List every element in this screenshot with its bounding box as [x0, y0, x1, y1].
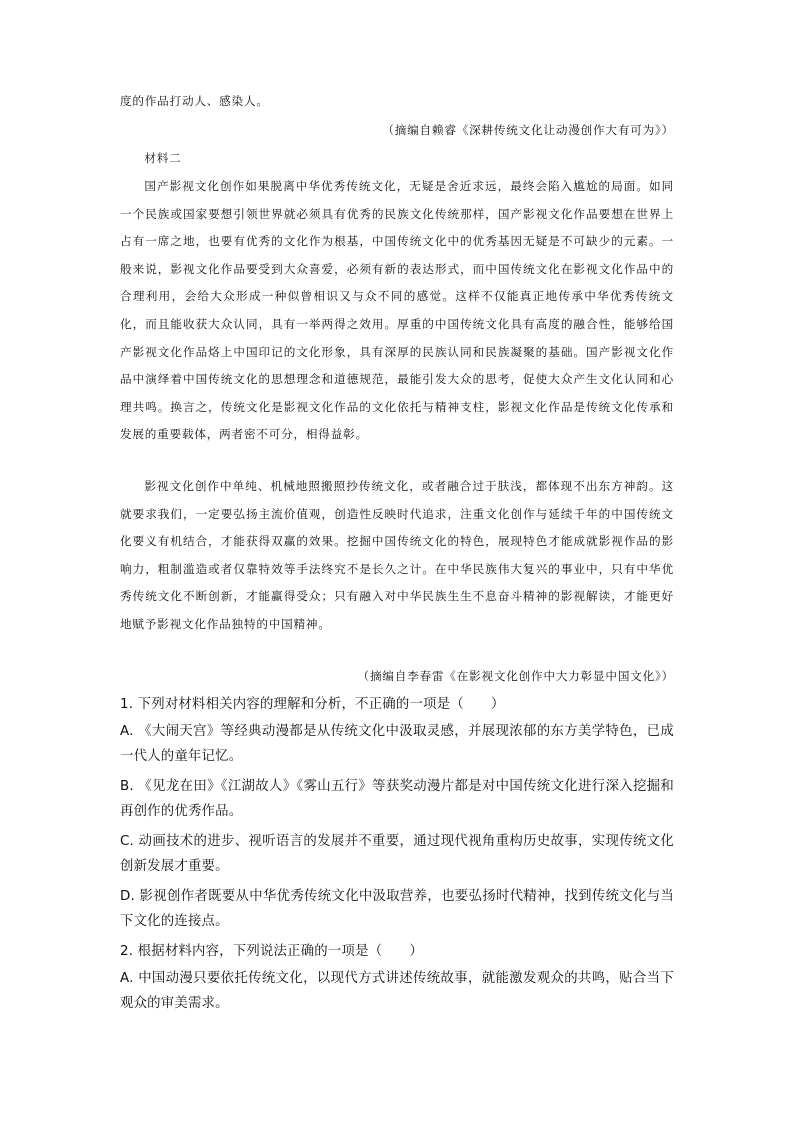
material-one-source: （摘编自赖睿《深耕传统文化让动漫创作大有可为》） [382, 123, 674, 137]
option-a: A. 中国动漫只要依托传统文化，以现代方式讲述传统故事，就能激发观众的共鸣，贴合当下观众的审美需求。 [120, 971, 674, 1011]
material-two-paragraph-2: 影视文化创作中单纯、机械地照搬照抄传统文化，或者融合过于肤浅，都体现不出东方神韵。这就要求我们，一定要弘扬主流价值观，创造性反映时代追求，注重文化创作与延续千年的中国传统文化要义有机结合，才能获得双赢的效果。挖掘中国传统文化的特色，展现特色才能成就影视作品的影响力，粗制滥造或者仅靠特效等手法终究不是长久之计。在中华民族伟大复兴的事业中，只有中华优秀传统文化不断创新，才能赢得受众；只有融入对中华民族生生不息奋斗精神的影视解读，才能更好地赋予影视文化作品独特的中国精神。 [120, 479, 674, 631]
material-one-tail-text: 度的作品打动人、感染人。 [120, 94, 269, 108]
material-two-source: （摘编自李春雷《在影视文化创作中大力彰显中国文化》） [357, 669, 674, 683]
material-two-heading: 材料二 [144, 151, 182, 165]
option-b: B. 《见龙在田》《江湖故人》《雾山五行》等获奖动漫片都是对中国传统文化进行深入挖掘和再创作的优秀作品。 [120, 779, 674, 819]
option-c: C. 动画技术的进步、视听语言的发展并不重要，通过现代视角重构历史故事，实现传统文化创新发展才重要。 [120, 834, 674, 874]
option-a: A. 《大闹天宫》等经典动漫都是从传统文化中汲取灵感，并展现浓郁的东方美学特色，已成一代人的童年记忆。 [120, 724, 674, 764]
material-two-paragraph-1: 国产影视文化创作如果脱离中华优秀传统文化，无疑是舍近求远，最终会陷入尴尬的局面。如同一个民族或国家要想引领世界就必须具有优秀的民族文化传统那样，国产影视文化作品要想在世界上占有一席之地，也要有优秀的文化作为根基，中国传统文化中的优秀基因无疑是不可缺少的元素。一般来说，影视文化作品要受到大众喜爱，必须有新的表达形式，而中国传统文化在影视文化作品中的合理利用，会给大众形成一种似曾相识又与众不同的感觉。这样不仅能真正地传承中华优秀传统文化，而且能收获大众认同，具有一举两得之效用。厚重的中国传统文化具有高度的融合性，能够给国产影视文化作品烙上中国印记的文化形象，具有深厚的民族认同和民族凝聚的基础。国产影视文化作品中演绎着中国传统文化的思想理念和道德规范，最能引发大众的思考，促使大众产生文化认同和心理共鸣。换言之，传统文化是影视文化作品的文化依托与精神支柱，影视文化作品是传统文化传承和发展的重要载体，两者密不可分，相得益彰。 [120, 179, 674, 442]
question-stem: 1. 下列对材料相关内容的理解和分析，不正确的一项是（ ） [120, 697, 505, 712]
option-d: D. 影视创作者既要从中华优秀传统文化中汲取营养，也要弘扬时代精神，找到传统文化与当下文化的连接点。 [120, 889, 674, 929]
question-stem: 2. 根据材料内容，下列说法正确的一项是（ ） [120, 944, 424, 959]
